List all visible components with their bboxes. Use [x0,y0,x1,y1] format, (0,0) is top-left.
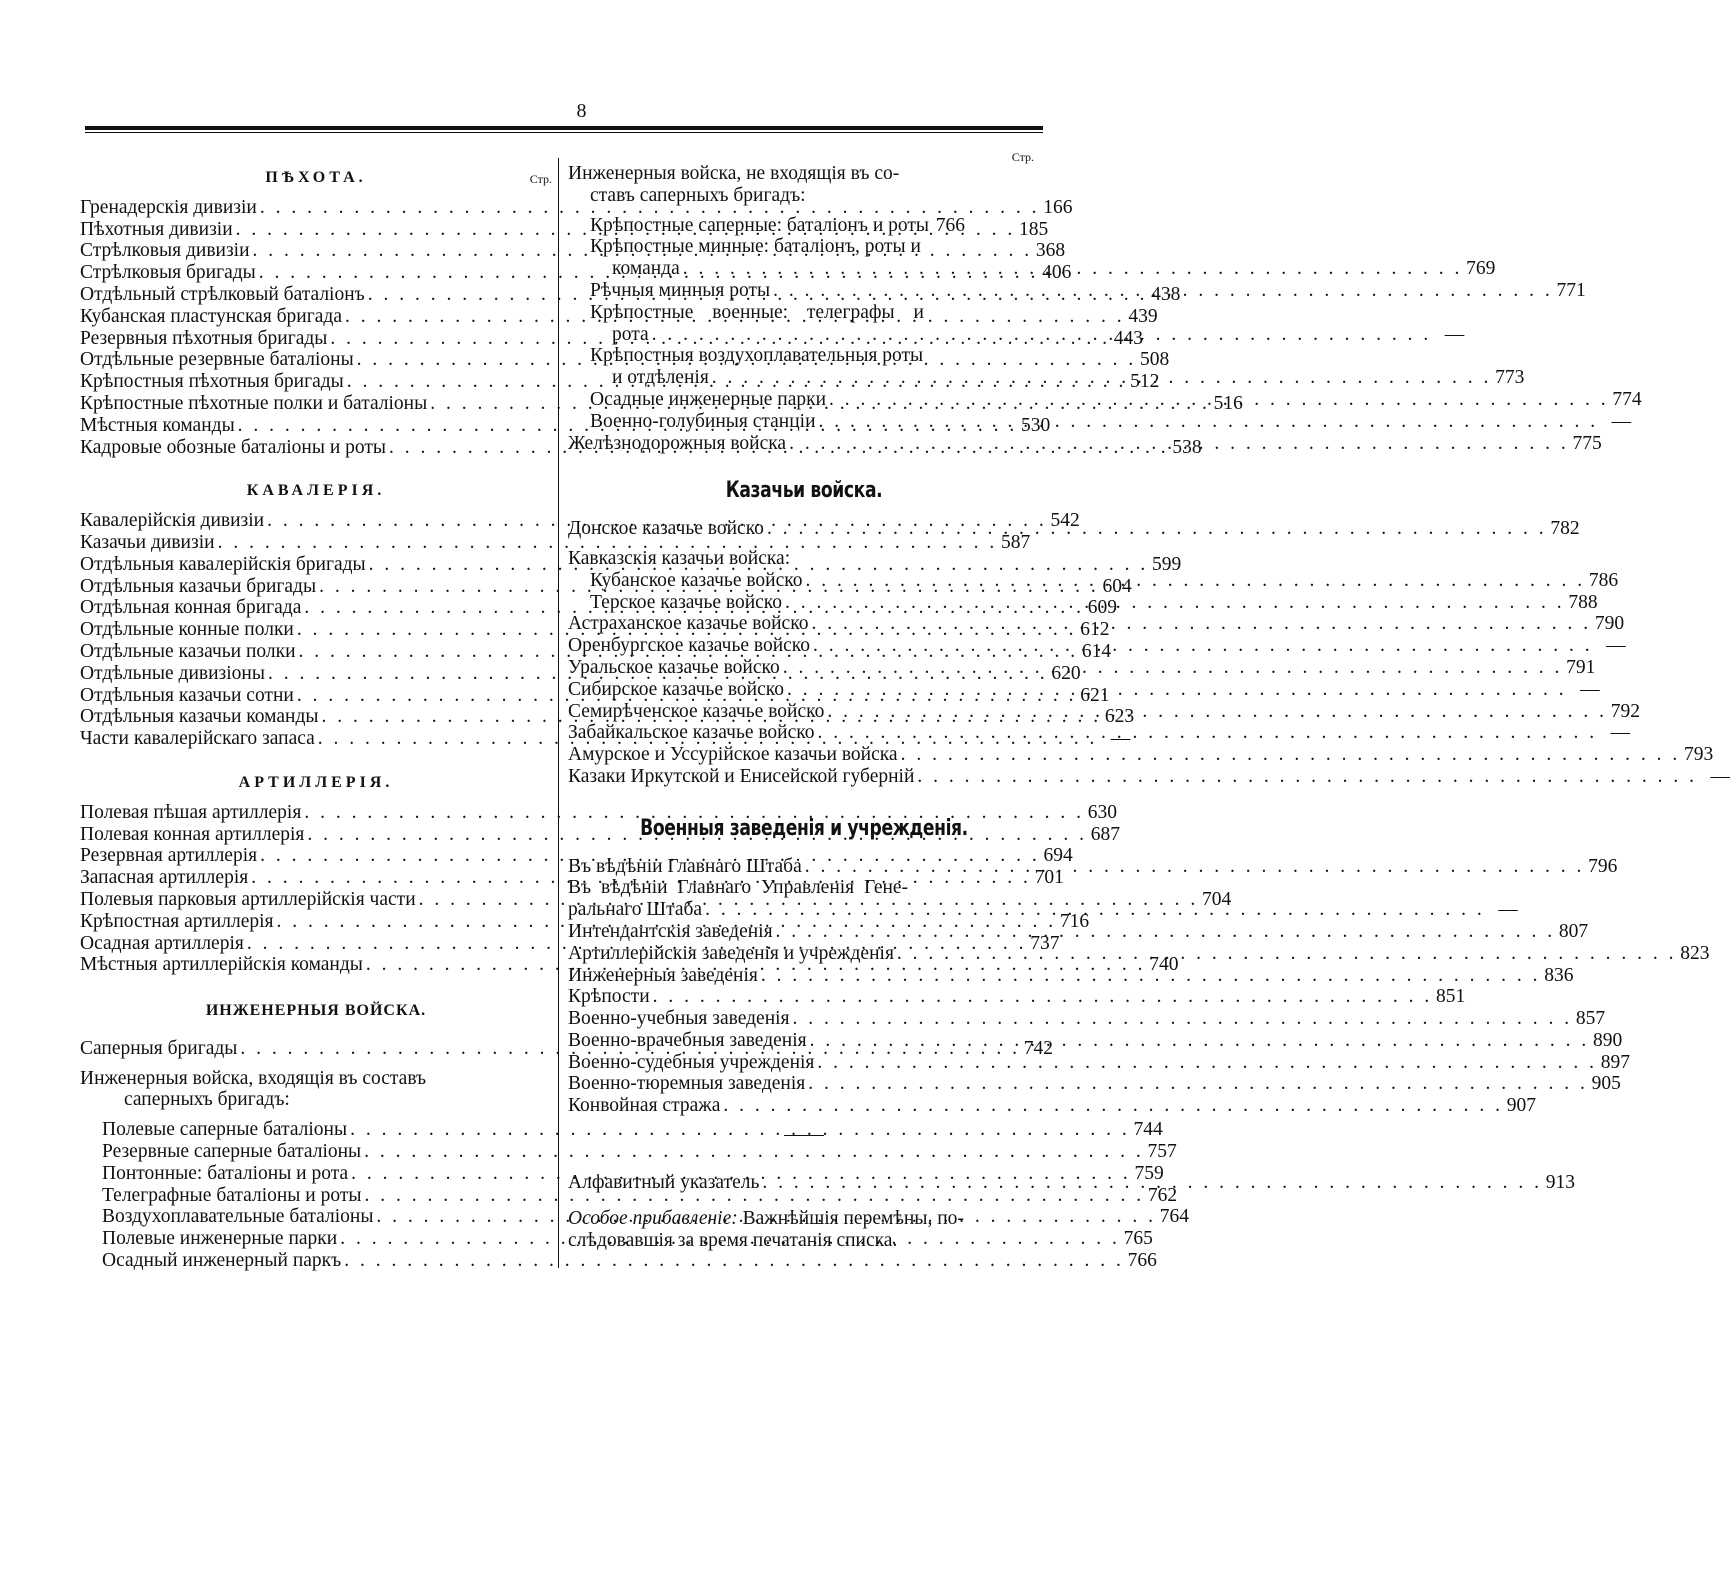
toc-entry-title: Осадная артиллерія [80,932,244,954]
toc-entry-title: Резервныя пѣхотныя бригады [80,327,328,349]
toc-entry-title: Крѣпости [568,986,650,1008]
toc-entry-title: Отдѣльные резервные баталіоны [80,349,354,371]
toc-entry-title: Понтонные: баталіоны и рота [102,1162,349,1184]
toc-entry-page: 740 [1149,954,1179,976]
leader-dots [897,943,1677,965]
leader-dots [818,722,1598,744]
toc-entry-page: 737 [1030,932,1060,954]
toc-entry: Въ вѣдѣніи Главнаго Штаба . . . 796 [568,856,1040,878]
section-heading-artillery: АРТИЛЛЕРІЯ. [238,773,394,791]
toc-entry-page: 587 [1000,531,1031,553]
supplement-line1: Особое прибавленіе: Важнѣйшія перемѣны, по- [568,1207,964,1229]
toc-entry-page: 530 [1021,414,1051,436]
toc-entry-title: Астраханское казачье войско [568,613,809,635]
leader-dots [776,921,1556,943]
toc-entry [80,845,1073,867]
toc-entry [102,1141,1177,1163]
toc-entry [80,510,1080,532]
toc-entry-title: Семирѣченское казачье войско [568,700,825,722]
toc-entry-page: 890 [1592,1029,1623,1051]
toc-entry-title: Военно-врачебныя заведенія [568,1029,807,1051]
toc-entry-title: Отдѣльные дивизіоны [80,662,265,684]
leader-dots [344,1250,1124,1272]
toc-entry [102,1119,1163,1141]
toc-entry-page: 897 [1600,1051,1631,1073]
toc-entry-page: 623 [1104,706,1135,728]
toc-entry-page: 614 [1081,640,1112,662]
toc-entry: Донское казачье войско . . . 782 [568,518,1040,540]
leader-dots [783,657,1563,679]
toc-entry [80,196,1073,219]
leader-dots [808,1073,1588,1095]
separator-rule [784,1135,824,1136]
section-heading-cavalry: КАВАЛЕРІЯ. [246,482,386,500]
toc-entry-title: Кавалерійскія дивизіи [80,510,265,532]
toc-entry-page: — [1110,728,1131,750]
toc-entry [102,1162,1164,1185]
leader-dots [811,613,1591,635]
toc-entry-page: 823 [1680,942,1710,964]
toc-entry-title: Воздухоплавательные баталіоны [102,1206,374,1228]
engineers-subheading-line1: Инженерныя войска, входящія въ составъ [80,1067,427,1089]
toc-entry-page: 762 [1147,1184,1178,1206]
toc-entry-title: Конвойная стража [568,1095,721,1117]
toc-entry-page: 406 [1042,262,1072,284]
toc-entry-page: 704 [1202,888,1232,910]
toc-entry-page: 368 [1035,240,1066,262]
leader-dots [810,1030,1590,1052]
toc-entry [568,986,1466,1008]
section-heading-cossacks: Казачьи войска. [725,478,883,504]
toc-entry: Осадные инженерные парки . . . 774 [590,389,1040,411]
toc-entry-title: Забайкальское казачье войско [568,722,815,744]
toc-entry-page: 599 [1152,553,1182,575]
toc-entry-line: Крѣпостные минные: баталіонъ, роты и [590,236,921,258]
toc-entry-title: Телеграфные баталіоны и роты [102,1184,362,1206]
toc-entry [80,283,1181,306]
toc-entry-title: Сибирское казачье войско [568,678,784,700]
leader-dots [817,1052,1597,1074]
engineers-outside-line2: ставъ саперныхъ бригадъ: [590,184,806,206]
toc-entry [568,1051,1631,1074]
toc-entry [568,744,1714,766]
toc-entry-title: Военно-тюремныя заведенія [568,1073,806,1095]
toc-entry-title: Кубанская пластунская бригада [80,305,342,327]
toc-entry-alphabetical-index: Алфавитный указатель . . . 913 [568,1172,1040,1194]
toc-entry [80,262,1072,284]
toc-entry [568,1095,1536,1117]
toc-entry-title: Кадровые обозные баталіоны и роты [80,436,387,458]
toc-entry-page: 701 [1034,867,1064,889]
toc-entry-title: Резервные саперные баталіоны [102,1141,362,1163]
toc-entry: и отдѣленія . . . 773 [590,367,1040,389]
toc-entry-page: 538 [1172,436,1202,458]
toc-entry: ральнаго Штаба . . . — [568,899,1040,921]
toc-entry: Крѣпостные саперные: баталіонъ и роты 766 [590,214,966,236]
toc-entry-title: Части кавалерійскаго запаса [80,728,315,750]
toc-entry-line: Крѣпостные военные: телеграфы и [590,301,924,323]
supplement-label: Особое прибавленіе: [568,1207,738,1229]
toc-entry-title: Уральское казачье войско [568,656,780,678]
toc-entry-title: Полевые инженерные парки [102,1228,338,1250]
toc-entry-title: Военно-судебныя учрежденія [568,1051,815,1073]
toc-entry-page: 630 [1087,801,1117,823]
toc-entry: команда . . . 769 [590,258,1040,280]
toc-entry-title: Мѣстныя команды [80,414,235,436]
toc-entry: Желѣзнодорожныя войска . . . 775 [568,433,1040,455]
toc-entry-page: 907 [1506,1095,1536,1117]
toc-entry [80,801,1117,824]
page-column-label-right: Стр. [1011,150,1034,164]
toc-entry-page: — [1606,635,1626,657]
toc-entry: рота . . . — [590,324,1040,346]
toc-entry-page: 612 [1080,619,1110,641]
toc-entry [102,1184,1178,1207]
toc-entry [102,1250,1157,1272]
toc-entry-title: Крѣпостная артиллерія [80,910,274,932]
toc-entry-page: 166 [1043,196,1073,218]
toc-entry-title: Терское казачье войско [590,591,783,613]
toc-entry-title: Осадный инженерный паркъ [102,1250,342,1272]
toc-entry-page: 857 [1575,1008,1606,1030]
toc-entry-page: 604 [1102,575,1132,597]
toc-entry-page: 443 [1113,327,1144,349]
toc-entry-title: Гренадерскія дивизіи [80,196,257,218]
toc-entry [80,371,1160,393]
toc-entry [80,531,1031,554]
toc-entry-title: Отдѣльныя казачьи сотни [80,684,294,706]
toc-entry-page: 792 [1610,700,1640,722]
toc-entry-title: Крѣпостныя пѣхотныя бригады [80,371,344,393]
toc-entry-title: Оренбургское казачье войско [568,635,811,657]
toc-entry-page: 439 [1128,305,1158,327]
toc-entry-title: Военно-учебныя заведенія [568,1008,790,1030]
engineers-outside-line1: Инженерныя войска, не входящія въ со- [568,163,900,184]
toc-entry: Военно-голубиныя станціи . . . — [590,411,1040,433]
toc-entry-title: Отдѣльный стрѣлковый баталіонъ [80,283,365,305]
toc-entry-title: Запасная артиллерія [80,867,249,889]
toc-entry-title: Мѣстныя артиллерійскія команды [80,954,363,976]
toc-entry-title: Пѣхотныя дивизіи [80,218,233,240]
toc-entry-page: 512 [1130,371,1160,393]
section-heading-engineers: ИНЖЕНЕРНЫЯ ВОЙСКА. [205,1002,427,1020]
toc-entry-page: — [1610,722,1631,744]
toc-entry-page: 807 [1558,920,1589,942]
toc-entry [568,1029,1623,1052]
page-number: 8 [576,100,587,122]
leader-dots [901,744,1681,766]
toc-entry-page: 766 [1127,1250,1157,1272]
toc-entry-page: 836 [1544,964,1574,986]
leader-dots [723,1095,1503,1117]
toc-entry-page: 508 [1140,349,1170,371]
toc-entry-title: Резервная артиллерія [80,845,258,867]
toc-entry-title: Отдѣльныя казачьи команды [80,706,319,728]
toc-entry-page: 764 [1159,1206,1190,1228]
toc-entry-title: Инженерныя заведенія [568,964,758,986]
toc-entry: Рѣчныя минныя роты . . . 771 [590,280,1040,302]
toc-entry-page: — [1710,765,1730,787]
toc-entry-title: Казачьи дивизіи [80,531,215,553]
toc-entry-page: 516 [1213,392,1243,414]
toc-entry-page: 757 [1147,1141,1177,1163]
toc-entry-title: Полевые саперные баталіоны [102,1119,348,1141]
toc-entry-page: 793 [1683,744,1714,766]
leader-dots [653,986,1433,1008]
header-rule-thin [85,132,1043,133]
section-heading-institutions: Военныя заведенія и учрежденія. [640,815,968,841]
leader-dots [806,570,1586,592]
toc-entry-title: Полевыя парковыя артиллерійскія части [80,888,416,910]
caucasus-heading: Кавказскія казачьи войска: [568,547,791,569]
toc-entry [568,1073,1621,1095]
toc-entry-title: Кубанское казачье войско [590,569,803,591]
toc-entry-page: 765 [1123,1228,1153,1250]
toc-entry-title: Стрѣлковыя бригады [80,262,256,284]
toc-entry-title: Амурское и Уссурійское казачьи войска [568,744,898,766]
toc-entry-title: Стрѣлковыя дивизіи [80,240,250,262]
leader-dots [785,592,1565,614]
leader-dots [793,1008,1573,1030]
leader-dots [827,701,1607,723]
toc-entry-page: 621 [1080,684,1110,706]
toc-entry-page: 744 [1133,1119,1163,1141]
toc-entry-title: Полевая пѣшая артиллерія [80,801,302,823]
toc-entry-page: 851 [1436,986,1466,1008]
toc-entry [568,722,1631,744]
toc-entry-page: 788 [1568,591,1598,613]
supplement-line2: слѣдовавшія за время печатанія списка. [568,1229,898,1251]
toc-entry-line: Крѣпостныя воздухоплавательныя роты [590,345,924,367]
toc-entry-title: Артиллерійскія заведенія и учрежденія [568,942,894,964]
toc-entry-page: — [1580,678,1600,700]
toc-entry [568,765,1730,788]
toc-entry-page: 609 [1087,597,1117,619]
toc-entry-title: Крѣпостные пѣхотные полки и баталіоны [80,392,428,414]
toc-entry-page: 620 [1051,662,1081,684]
toc-entry-title: Отдѣльные казачьи полки [80,640,296,662]
engineers-subheading-line2: саперныхъ бригадъ: [124,1089,290,1111]
toc-entry-title: Казаки Иркутской и Енисейской губерній [568,765,915,787]
toc-entry-page: 687 [1090,823,1120,845]
header-rule-thick [85,126,1043,130]
leader-dots [761,965,1541,987]
toc-entry-title: Интендантскія заведенія [568,920,773,942]
toc-entry: Саперныя бригады . . . 742 [80,1038,552,1060]
toc-entry-line: Въ вѣдѣніи Главнаго Управленія Гене- [568,877,909,899]
toc-entry [568,1008,1606,1030]
toc-entry-page: 185 [1019,218,1049,240]
toc-entry-page: 716 [1059,910,1090,932]
toc-entry-page: 790 [1594,613,1625,635]
leader-dots [787,679,1567,701]
toc-entry-page: 542 [1050,510,1080,532]
toc-entry-page: 786 [1588,569,1619,591]
toc-entry [80,414,1051,437]
toc-entry-page: 905 [1591,1073,1621,1095]
toc-entry-page: 694 [1043,845,1073,867]
section-heading-infantry: ПѢХОТА. Стр. [80,167,552,189]
toc-entry-page: 759 [1134,1162,1164,1184]
toc-entry-title: Отдѣльная конная бригада [80,597,302,619]
toc-entry-title: Отдѣльные конные полки [80,619,294,641]
page-column-label: Стр. [529,172,552,186]
toc-entry-title: Полевая конная артиллерія [80,823,305,845]
toc-entry-page: 791 [1566,656,1596,678]
toc-entry-title: Отдѣльныя казачьи бригады [80,575,317,597]
toc-entry-page: 438 [1151,283,1181,305]
leader-dots [813,635,1593,657]
leader-dots [917,766,1697,788]
toc-entry-title: Отдѣльныя кавалерійскія бригады [80,553,366,575]
